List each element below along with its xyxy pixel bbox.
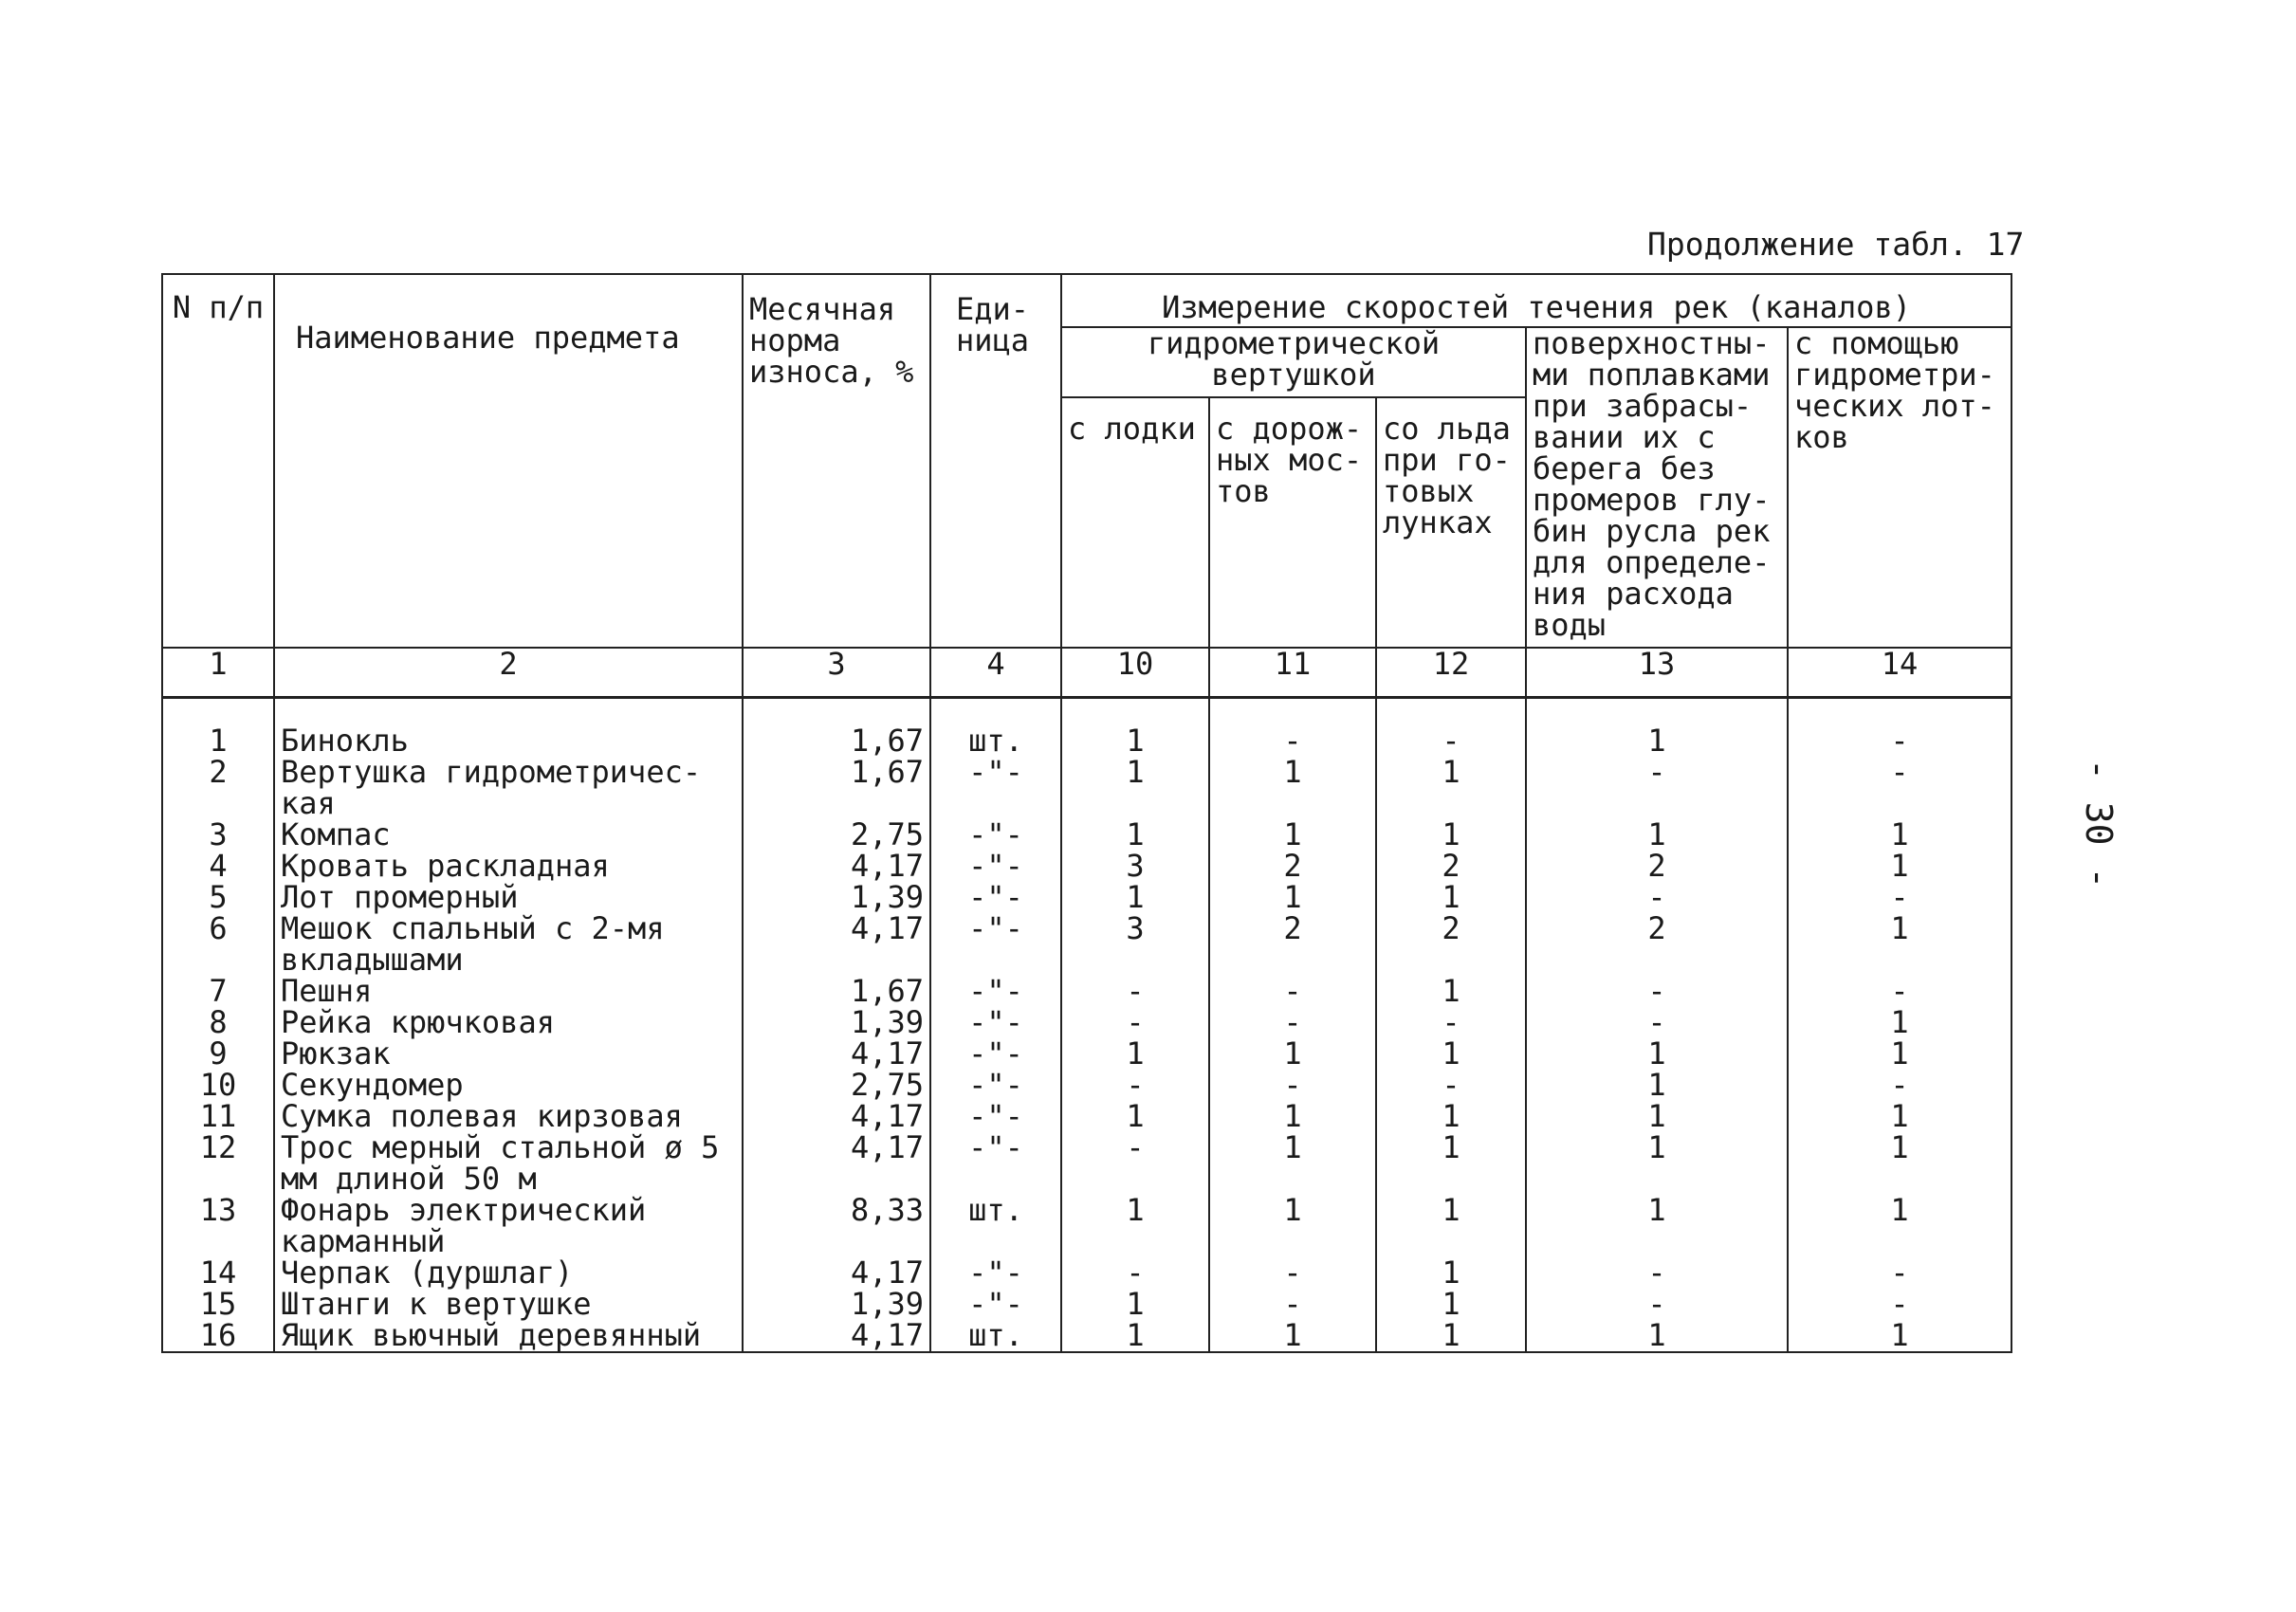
from-boat-qty: 1 [1061, 819, 1209, 851]
from-bridges-qty: - [1209, 976, 1376, 1007]
from-boat-qty: 3 [1061, 851, 1209, 882]
table-row [162, 1101, 2011, 1132]
table-row [162, 1289, 2011, 1320]
table-row [162, 882, 2011, 913]
monthly-wear-value: 1,39 [743, 1289, 930, 1320]
unit-value: -"- [930, 1007, 1061, 1038]
unit-value: -"- [930, 882, 1061, 913]
unit-value: -"- [930, 1257, 1061, 1289]
monthly-wear-value: 4,17 [743, 1257, 930, 1289]
header-number: N п/п [162, 274, 274, 648]
item-name: Штанги к вертушке [274, 1289, 743, 1320]
table-row [162, 1007, 2011, 1038]
from-ice-qty: 1 [1376, 1132, 1526, 1195]
trays-qty: 1 [1788, 1195, 2011, 1257]
floats-qty: 1 [1526, 1132, 1788, 1195]
from-bridges-qty: 1 [1209, 1101, 1376, 1132]
floats-qty: 1 [1526, 1320, 1788, 1352]
trays-qty: - [1788, 976, 2011, 1007]
floats-qty: 1 [1526, 1038, 1788, 1070]
from-boat-qty: - [1061, 976, 1209, 1007]
from-boat-qty: 3 [1061, 913, 1209, 976]
header-item-name: Наименование предмета [274, 274, 743, 648]
monthly-wear-value: 4,17 [743, 1320, 930, 1352]
trays-qty: 1 [1788, 1320, 2011, 1352]
trays-qty: 1 [1788, 1132, 2011, 1195]
from-bridges-qty: - [1209, 1070, 1376, 1101]
table-body [162, 725, 2011, 1352]
from-ice-qty: 1 [1376, 1038, 1526, 1070]
table-row [162, 1070, 2011, 1101]
column-number: 2 [274, 648, 743, 698]
from-bridges-qty: - [1209, 1257, 1376, 1289]
trays-qty: - [1788, 1289, 2011, 1320]
header-group-title: Измерение скоростей течения рек (каналов) [1061, 274, 2011, 327]
trays-qty: - [1788, 757, 2011, 819]
trays-qty: 1 [1788, 1101, 2011, 1132]
table-row [162, 976, 2011, 1007]
item-name: Секундомер [274, 1070, 743, 1101]
header-from-boat: с лодки [1061, 397, 1209, 648]
table-row [162, 1257, 2011, 1289]
table-row [162, 1132, 2011, 1195]
item-name: Черпак (дуршлаг) [274, 1257, 743, 1289]
monthly-wear-value: 1,67 [743, 757, 930, 819]
unit-value: -"- [930, 851, 1061, 882]
from-ice-qty: 1 [1376, 819, 1526, 851]
row-number: 8 [162, 1007, 274, 1038]
item-name: Сумка полевая кирзовая [274, 1101, 743, 1132]
from-ice-qty: 1 [1376, 1320, 1526, 1352]
header-floats: поверхностны- ми поплавками при забрасы- вании их с берега без промеров глу- бин русла рек для определе- ния расхода воды [1526, 327, 1788, 648]
from-ice-qty: - [1376, 1007, 1526, 1038]
row-number: 11 [162, 1101, 274, 1132]
header-monthly-wear: Месячная норма износа, % [743, 274, 930, 648]
column-number: 3 [743, 648, 930, 698]
column-number: 13 [1526, 648, 1788, 698]
header-subgroup-vertushka: гидрометрической вертушкой [1061, 327, 1526, 397]
item-name: Вертушка гидрометричес- кая [274, 757, 743, 819]
unit-value: -"- [930, 757, 1061, 819]
floats-qty: 2 [1526, 913, 1788, 976]
from-boat-qty: 1 [1061, 1289, 1209, 1320]
column-number: 1 [162, 648, 274, 698]
unit-value: шт. [930, 725, 1061, 757]
monthly-wear-value: 4,17 [743, 1101, 930, 1132]
from-bridges-qty: 1 [1209, 1038, 1376, 1070]
row-number: 6 [162, 913, 274, 976]
table-row [162, 757, 2011, 819]
table-row [162, 1195, 2011, 1257]
row-number: 10 [162, 1070, 274, 1101]
from-bridges-qty: 1 [1209, 1320, 1376, 1352]
unit-value: -"- [930, 1070, 1061, 1101]
row-number: 16 [162, 1320, 274, 1352]
from-boat-qty: 1 [1061, 1101, 1209, 1132]
item-name: Рюкзак [274, 1038, 743, 1070]
monthly-wear-value: 1,67 [743, 976, 930, 1007]
monthly-wear-value: 2,75 [743, 819, 930, 851]
from-ice-qty: 1 [1376, 1101, 1526, 1132]
trays-qty: 1 [1788, 819, 2011, 851]
from-boat-qty: - [1061, 1007, 1209, 1038]
from-boat-qty: - [1061, 1132, 1209, 1195]
unit-value: -"- [930, 976, 1061, 1007]
monthly-wear-value: 2,75 [743, 1070, 930, 1101]
header-from-bridges: с дорож- ных мос- тов [1209, 397, 1376, 648]
floats-qty: 2 [1526, 851, 1788, 882]
header-from-ice: со льда при го- товых лунках [1376, 397, 1526, 648]
from-bridges-qty: - [1209, 1289, 1376, 1320]
row-number: 15 [162, 1289, 274, 1320]
from-bridges-qty: 1 [1209, 882, 1376, 913]
item-name: Компас [274, 819, 743, 851]
floats-qty: 1 [1526, 819, 1788, 851]
from-ice-qty: 1 [1376, 976, 1526, 1007]
floats-qty: - [1526, 976, 1788, 1007]
table-caption: Продолжение табл. 17 [1647, 226, 2025, 263]
column-number: 10 [1061, 648, 1209, 698]
floats-qty: - [1526, 882, 1788, 913]
from-ice-qty: 1 [1376, 1195, 1526, 1257]
monthly-wear-value: 8,33 [743, 1195, 930, 1257]
item-name: Лот промерный [274, 882, 743, 913]
from-bridges-qty: 1 [1209, 757, 1376, 819]
table-row [162, 1038, 2011, 1070]
from-boat-qty: - [1061, 1070, 1209, 1101]
item-name: Рейка крючковая [274, 1007, 743, 1038]
trays-qty: 1 [1788, 913, 2011, 976]
from-ice-qty: 2 [1376, 851, 1526, 882]
row-number: 7 [162, 976, 274, 1007]
floats-qty: 1 [1526, 1195, 1788, 1257]
unit-value: шт. [930, 1195, 1061, 1257]
header-unit: Еди- ница [930, 274, 1061, 648]
from-ice-qty: - [1376, 1070, 1526, 1101]
from-bridges-qty: - [1209, 1007, 1376, 1038]
item-name: Бинокль [274, 725, 743, 757]
table-row [162, 725, 2011, 757]
floats-qty: 1 [1526, 725, 1788, 757]
unit-value: -"- [930, 1289, 1061, 1320]
from-boat-qty: 1 [1061, 882, 1209, 913]
floats-qty: 1 [1526, 1101, 1788, 1132]
row-number: 4 [162, 851, 274, 882]
equipment-table [161, 273, 2012, 1353]
row-number: 9 [162, 1038, 274, 1070]
header-trays: с помощью гидрометри- ческих лот- ков [1788, 327, 2011, 648]
row-number: 3 [162, 819, 274, 851]
row-number: 14 [162, 1257, 274, 1289]
from-boat-qty: 1 [1061, 725, 1209, 757]
trays-qty: - [1788, 1070, 2011, 1101]
monthly-wear-value: 4,17 [743, 1132, 930, 1195]
from-ice-qty: 1 [1376, 882, 1526, 913]
row-number: 2 [162, 757, 274, 819]
floats-qty: 1 [1526, 1070, 1788, 1101]
monthly-wear-value: 4,17 [743, 851, 930, 882]
table-row [162, 1320, 2011, 1352]
trays-qty: - [1788, 882, 2011, 913]
from-boat-qty: - [1061, 1257, 1209, 1289]
monthly-wear-value: 4,17 [743, 913, 930, 976]
unit-value: -"- [930, 913, 1061, 976]
item-name: Мешок спальный с 2-мя вкладышами [274, 913, 743, 976]
floats-qty: - [1526, 1289, 1788, 1320]
monthly-wear-value: 1,67 [743, 725, 930, 757]
from-bridges-qty: - [1209, 725, 1376, 757]
item-name: Ящик вьючный деревянный [274, 1320, 743, 1352]
table-row [162, 851, 2011, 882]
monthly-wear-value: 4,17 [743, 1038, 930, 1070]
table-row [162, 819, 2011, 851]
from-boat-qty: 1 [1061, 1195, 1209, 1257]
unit-value: -"- [930, 1132, 1061, 1195]
from-bridges-qty: 2 [1209, 851, 1376, 882]
row-number: 5 [162, 882, 274, 913]
from-ice-qty: 1 [1376, 1257, 1526, 1289]
page-number: - 30 - [2078, 759, 2120, 889]
item-name: Пешня [274, 976, 743, 1007]
from-boat-qty: 1 [1061, 757, 1209, 819]
from-ice-qty: - [1376, 725, 1526, 757]
floats-qty: - [1526, 757, 1788, 819]
monthly-wear-value: 1,39 [743, 1007, 930, 1038]
from-bridges-qty: 1 [1209, 1132, 1376, 1195]
trays-qty: 1 [1788, 1038, 2011, 1070]
floats-qty: - [1526, 1007, 1788, 1038]
row-number: 12 [162, 1132, 274, 1195]
from-bridges-qty: 1 [1209, 1195, 1376, 1257]
item-name: Кровать раскладная [274, 851, 743, 882]
column-number: 12 [1376, 648, 1526, 698]
column-number: 14 [1788, 648, 2011, 698]
unit-value: шт. [930, 1320, 1061, 1352]
item-name: Фонарь электрический карманный [274, 1195, 743, 1257]
from-boat-qty: 1 [1061, 1038, 1209, 1070]
trays-qty: 1 [1788, 1007, 2011, 1038]
column-number: 11 [1209, 648, 1376, 698]
unit-value: -"- [930, 819, 1061, 851]
table-row [162, 913, 2011, 976]
unit-value: -"- [930, 1038, 1061, 1070]
from-ice-qty: 1 [1376, 1289, 1526, 1320]
trays-qty: - [1788, 725, 2011, 757]
trays-qty: 1 [1788, 851, 2011, 882]
row-number: 1 [162, 725, 274, 757]
item-name: Трос мерный стальной ø 5 мм длиной 50 м [274, 1132, 743, 1195]
floats-qty: - [1526, 1257, 1788, 1289]
from-boat-qty: 1 [1061, 1320, 1209, 1352]
from-ice-qty: 1 [1376, 757, 1526, 819]
unit-value: -"- [930, 1101, 1061, 1132]
monthly-wear-value: 1,39 [743, 882, 930, 913]
column-number: 4 [930, 648, 1061, 698]
from-ice-qty: 2 [1376, 913, 1526, 976]
row-number: 13 [162, 1195, 274, 1257]
trays-qty: - [1788, 1257, 2011, 1289]
from-bridges-qty: 1 [1209, 819, 1376, 851]
from-bridges-qty: 2 [1209, 913, 1376, 976]
